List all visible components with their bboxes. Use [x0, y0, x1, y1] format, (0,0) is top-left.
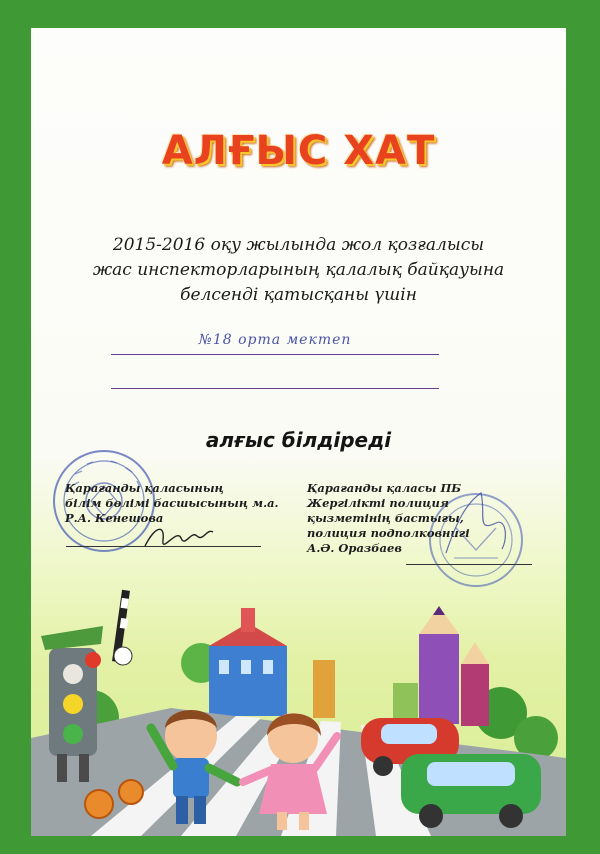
- traffic-scene-illustration: [31, 568, 566, 836]
- intro-line: жас инспекторларының қалалық байқауына: [92, 260, 505, 280]
- intro-line: белсенді қатысқаны үшін: [180, 285, 417, 305]
- thanks-text: алғыс білдіреді: [205, 428, 392, 452]
- certificate-title: АЛҒЫС ХАТ: [161, 128, 436, 174]
- signature-left-icon: [141, 516, 216, 561]
- recipient-line-2: [111, 388, 439, 389]
- recipient-line-1: [111, 354, 439, 355]
- signatory-right-line: полиция подполковнигі: [307, 526, 470, 540]
- certificate-sheet: [31, 28, 566, 836]
- certificate-intro: [31, 233, 566, 308]
- signatory-right-line: Қарағанды қаласы ПБ: [307, 481, 462, 495]
- intro-line: 2015-2016 оқу жылында жол қозғалысы: [112, 235, 485, 255]
- signatory-left-line: Қарағанды қаласының: [65, 481, 224, 495]
- signatory-right-line: қызметінің бастығы,: [307, 511, 464, 525]
- signature-line-right: [406, 564, 532, 565]
- signatory-right-line: А.Ә. Оразбаев: [307, 541, 402, 555]
- recipient-handwritten: №18 орта мектеп: [198, 332, 352, 348]
- signatory-left-line: Р.А. Кенешова: [65, 511, 164, 525]
- signatory-right-line: Жергілікті полиция: [307, 496, 449, 510]
- signature-right-icon: [436, 483, 516, 563]
- signatory-left-line: білім бөлімі басшысының м.а.: [65, 496, 279, 510]
